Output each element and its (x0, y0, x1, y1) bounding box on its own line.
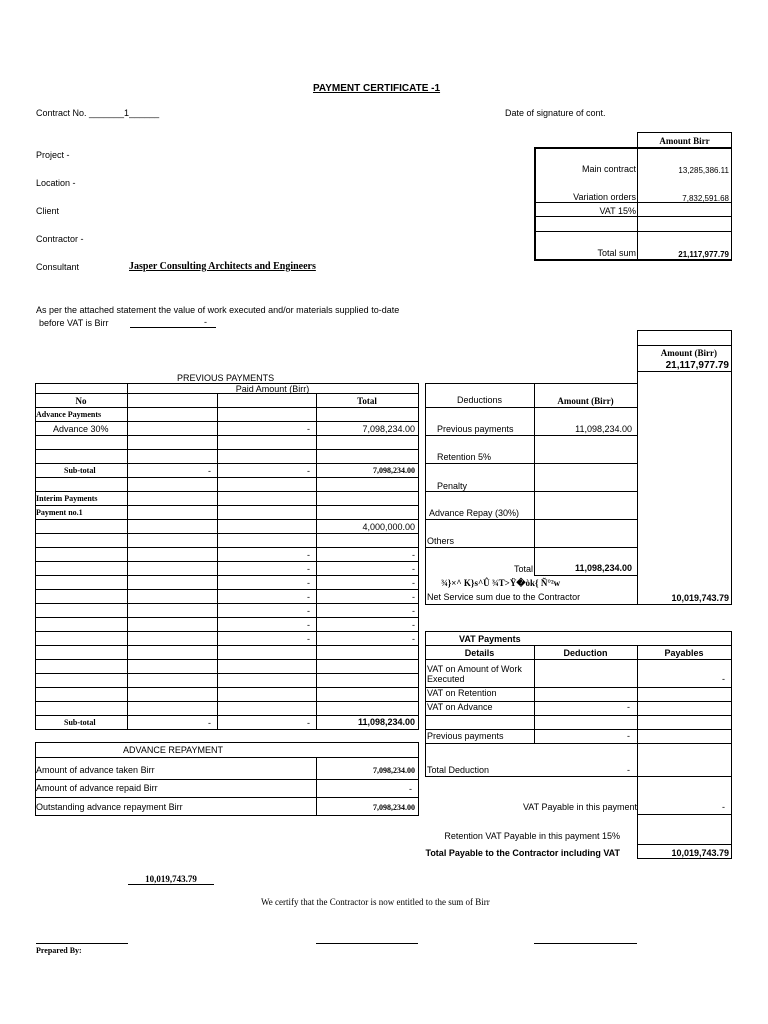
payment-no1-total: 4,000,000.00 (362, 522, 415, 532)
subtotal1-c2: - (307, 466, 310, 476)
summary-label: VAT 15% (599, 206, 636, 216)
field-location: Location - (36, 178, 76, 188)
advance-30-total: 7,098,234.00 (362, 424, 415, 434)
deduction-label: Previous payments (437, 424, 514, 434)
interim-payments-label: Interim Payments (36, 494, 98, 503)
advance-30-label: Advance 30% (53, 424, 109, 434)
subtotal-label: Sub-total (64, 466, 96, 475)
col-total: Total (357, 396, 377, 406)
vat-previous-value: - (627, 731, 630, 741)
dash: - (412, 634, 415, 644)
subtotal1-c1: - (208, 466, 211, 476)
contract-number: Contract No. _______1______ (36, 108, 160, 118)
vat-work-label-2: Executed (427, 674, 465, 684)
vat-work-label: VAT on Amount of Work (427, 664, 522, 674)
deductions-total-value: 11,098,234.00 (574, 563, 632, 573)
net-service-label: Net Service sum due to the Contractor (427, 592, 581, 602)
vat-total-deduction-value: - (627, 765, 630, 775)
advance-label: Outstanding advance repayment Birr (36, 802, 183, 812)
dash: - (307, 578, 310, 588)
summary-header: Amount Birr (659, 136, 710, 146)
subtotal2-c2: - (307, 718, 310, 728)
dash: - (412, 592, 415, 602)
previous-payments-title: PREVIOUS PAYMENTS (177, 373, 275, 383)
advance-label: Amount of advance repaid Birr (36, 783, 158, 793)
field-contractor: Contractor - (36, 234, 84, 244)
vat-col-details: Details (464, 648, 495, 658)
vat-advance-label: VAT on Advance (427, 702, 493, 712)
dash: - (307, 550, 310, 560)
statement-value: - (204, 317, 207, 327)
subtotal1-total: 7,098,234.00 (373, 466, 415, 475)
retention-vat-label: Retention VAT Payable in this payment 15% (444, 831, 620, 841)
deduction-label: Penalty (437, 481, 468, 491)
dash: - (307, 564, 310, 574)
summary-label: Total sum (597, 248, 636, 258)
total-payable-label: Total Payable to the Contractor including VAT (425, 848, 620, 858)
dash: - (307, 592, 310, 602)
page-title: PAYMENT CERTIFICATE -1 (313, 83, 441, 94)
statement-line: before VAT is Birr (39, 318, 109, 328)
subtotal2-total: 11,098,234.00 (357, 717, 415, 727)
deductions-header: Deductions (456, 395, 503, 405)
consultant-name: Jasper Consulting Architects and Engineers (129, 261, 316, 272)
vat-title: VAT Payments (459, 634, 521, 644)
vat-col-deduction: Deduction (563, 648, 608, 658)
sum-value: 10,019,743.79 (128, 874, 214, 885)
vat-previous-label: Previous payments (427, 731, 504, 741)
field-project: Project - (36, 150, 70, 160)
prepared-by: Prepared By: (36, 946, 82, 955)
vat-advance-value: - (627, 702, 630, 712)
advance-value: 7,098,234.00 (373, 803, 415, 812)
paid-amount-header: Paid Amount (Birr) (235, 384, 310, 394)
col-no: No (75, 396, 87, 406)
dash: - (412, 578, 415, 588)
vat-retention-label: VAT on Retention (427, 688, 497, 698)
summary-value: 7,832,591.68 (682, 194, 729, 203)
subtotal2-c1: - (208, 718, 211, 728)
field-client: Client (36, 206, 60, 216)
field-consultant: Consultant (36, 262, 80, 272)
vat-work-payable: - (722, 674, 725, 684)
advance-30-mid: - (307, 424, 310, 434)
net-service-value: 10,019,743.79 (671, 593, 729, 603)
summary-value: 13,285,386.11 (678, 166, 729, 175)
deduction-label: Others (427, 536, 455, 546)
deduction-value: 11,098,234.00 (575, 424, 632, 434)
summary-label: Main contract (581, 164, 636, 174)
deduction-label: Advance Repay (30%) (429, 508, 520, 518)
dash: - (307, 620, 310, 630)
vat-col-payables: Payables (664, 648, 704, 658)
vat-payable-label: VAT Payable in this payment (522, 802, 637, 812)
amount-birr-value: 21,117,977.79 (665, 360, 729, 371)
summary-label: Variation orders (573, 192, 636, 202)
dash: - (412, 550, 415, 560)
certify-text: We certify that the Contractor is now entitled to the sum of Birr (261, 897, 490, 907)
vat-total-deduction-label: Total Deduction (427, 765, 490, 775)
advance-payments-label: Advance Payments (36, 410, 102, 419)
dash: - (412, 606, 415, 616)
dash: - (307, 634, 310, 644)
amount-birr-header: Amount (Birr) (660, 348, 717, 358)
advance-value: - (409, 784, 412, 794)
subtotal-label: Sub-total (64, 718, 96, 727)
deductions-amount-header: Amount (Birr) (557, 396, 614, 406)
dash: - (412, 620, 415, 630)
garbled-text: ¾}×^ K}s^Û ¾T>Ÿ�òk{ Ñ°²w (441, 578, 561, 588)
advance-label: Amount of advance taken Birr (36, 765, 155, 775)
advance-value: 7,098,234.00 (373, 766, 415, 775)
advance-repayment-title: ADVANCE REPAYMENT (123, 745, 224, 755)
summary-total: 21,117,977.79 (678, 250, 729, 259)
total-payable-value: 10,019,743.79 (671, 848, 729, 858)
date-of-signature: Date of signature of cont. (505, 108, 606, 118)
dash: - (412, 564, 415, 574)
payment-no1-label: Payment no.1 (36, 508, 83, 517)
deduction-label: Retention 5% (437, 452, 492, 462)
statement-line: As per the attached statement the value of work executed and/or materials supplied to-date (36, 305, 400, 315)
dash: - (307, 606, 310, 616)
vat-payable-value: - (722, 802, 725, 812)
deductions-total-label: Total (513, 564, 533, 574)
